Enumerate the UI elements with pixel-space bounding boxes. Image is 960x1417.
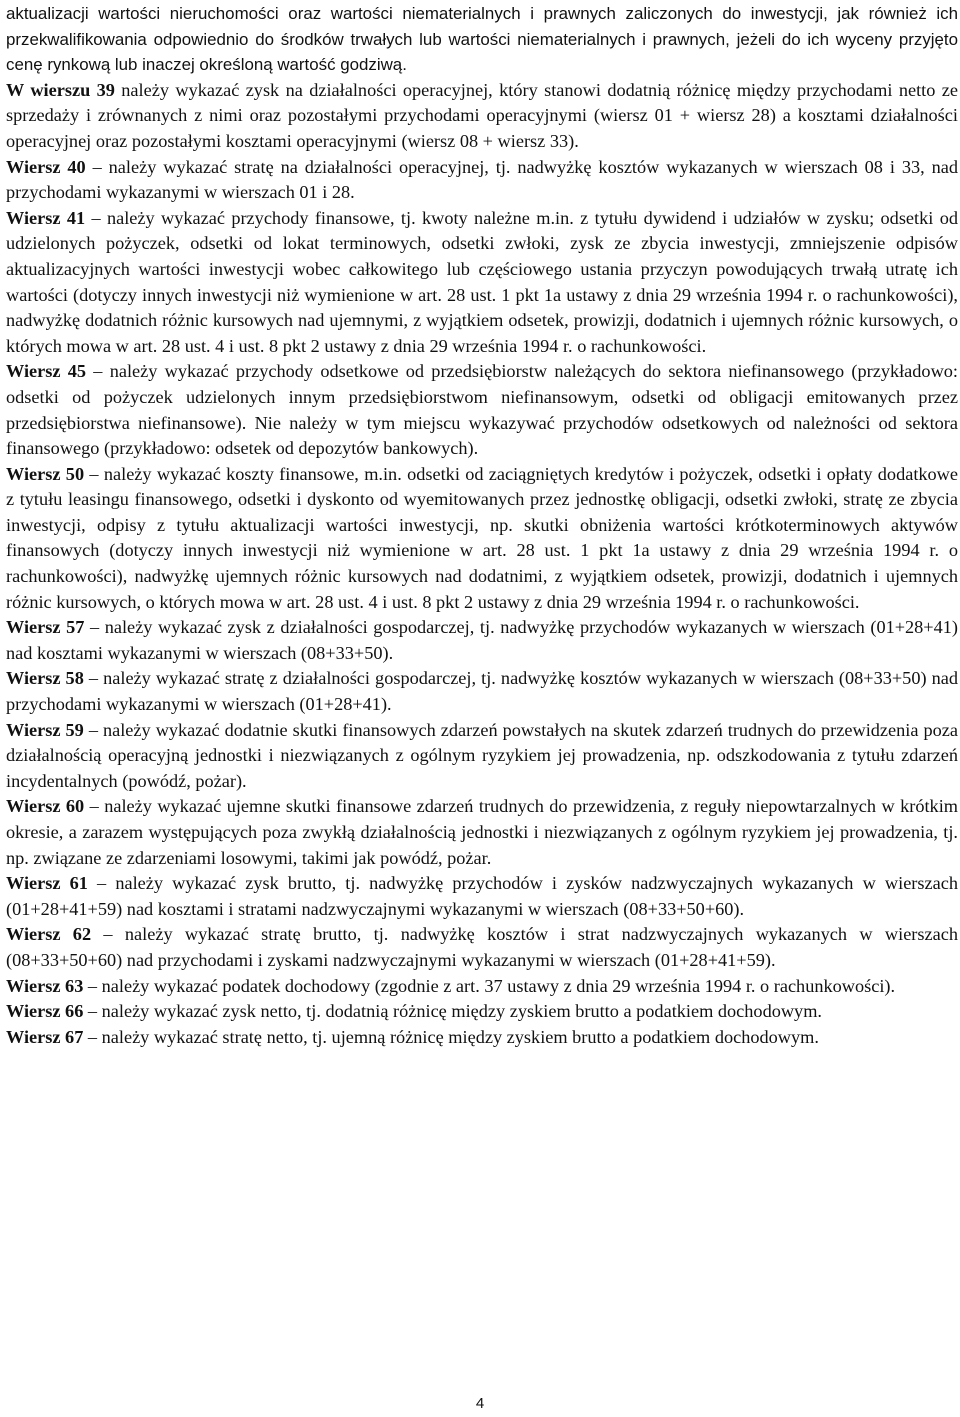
- document-page: [6, 0, 958, 1050]
- row-description: – należy wykazać dodatnie skutki finansowych zdarzeń powstałych na skutek zdarzeń trudnych do przewidzenia poza działalnością operacyjną jednostki i niezwiązanych z ogólnym ryzykiem jej prowadzenia, np. odszkodowania z tytułu zdarzeń incydentalnych (powódź, pożar).: [6, 719, 959, 791]
- paragraph-wiersz-62: [6, 922, 958, 973]
- row-description: – należy wykazać zysk brutto, tj. nadwyżkę przychodów i zysków nadzwyczajnych wykazanych w wierszach (01+28+41+59) nad kosztami i stratami nadzwyczajnymi wykazanymi w wierszach (08+33+50+60).: [6, 873, 958, 919]
- paragraph-wiersz-50: [6, 462, 958, 616]
- row-label: Wiersz 57: [6, 617, 85, 638]
- row-label: Wiersz 59: [6, 719, 84, 740]
- row-label: Wiersz 67: [6, 1026, 84, 1047]
- row-description: – należy wykazać zysk z działalności gospodarczej, tj. nadwyżkę przychodów wykazanych w wierszach (01+28+41) nad kosztami wykazanymi w wierszach (08+33+50).: [6, 617, 958, 663]
- paragraph-wiersz-63: [6, 974, 958, 1000]
- row-description: należy wykazać zysk na działalności operacyjnej, który stanowi dodatnią różnicę między przychodami netto ze sprzedaży i zrównanych z nimi oraz pozostałymi przychodami operacyjnymi (wiersz 01 + wiersz 28) a kosztami działalności operacyjnej oraz pozostałymi kosztami operacyjnymi (wiersz 08 + wiersz 33).: [6, 79, 958, 151]
- paragraph-wiersz-60: [6, 794, 958, 871]
- row-description: – należy wykazać stratę netto, tj. ujemną różnicę między zyskiem brutto a podatkiem dochodowym.: [83, 1026, 819, 1047]
- row-description: – należy wykazać stratę z działalności gospodarczej, tj. nadwyżkę kosztów wykazanych w wierszach (08+33+50) nad przychodami wykazanymi w wierszach (01+28+41).: [6, 668, 959, 715]
- continuation-paragraph: aktualizacji wartości nieruchomości oraz wartości niematerialnych i prawnych zaliczonych do inwestycji, jak również ich przekwalifikowania odpowiednio do środków trwałych lub wartości niematerialnych i prawnych, jeżeli do ich wyceny przyjęto cenę rynkową lub inaczej określoną wartość godziwą.: [6, 4, 958, 75]
- row-description: – należy wykazać podatek dochodowy (zgodnie z art. 37 ustawy z dnia 29 września 1994 r. o rachunkowości).: [83, 975, 896, 996]
- row-label: Wiersz 41: [6, 207, 86, 228]
- row-label: Wiersz 61: [6, 873, 88, 894]
- row-description: – należy wykazać ujemne skutki finansowe zdarzeń trudnych do przewidzenia, z reguły niepowtarzalnych w krótkim okresie, a zarazem występujących poza zwykłą działalnością jednostki i niezwiązanych z ogólnym ryzykiem jej prowadzenia, tj. np. związane ze zdarzeniami losowymi, takimi jak powódź, pożar.: [6, 796, 958, 868]
- row-description: – należy wykazać koszty finansowe, m.in. odsetki od zaciągniętych kredytów i pożyczek, odsetki i opłaty dodatkowe z tytułu leasingu finansowego, odsetki i dyskonto od wyemitowanych przez jednostkę obligacji, odsetki zwłoki, stratę ze zbycia inwestycji, odpisy z tytułu aktualizacji wartości inwestycji, np. skutki obniżenia wartości krótkoterminowych aktywów finansowych (dotyczy innych inwestycji niż wymienione w art. 28 ust. 1 pkt 1a ustawy z dnia 29 września 1994 r. o rachunkowości), nadwyżkę ujemnych różnic kursowych nad dodatnimi, z wyjątkiem odsetek, prowizji, dodatnich i ujemnych różnic kursowych, o których mowa w art. 28 ust. 4 i ust. 8 pkt 2 ustawy z dnia 29 września 1994 r. o rachunkowości.: [6, 463, 958, 612]
- paragraph-wiersz-41: [6, 206, 958, 360]
- row-description: – należy wykazać zysk netto, tj. dodatnią różnicę między zyskiem brutto a podatkiem dochodowym.: [83, 1001, 822, 1022]
- row-description: – należy wykazać przychody finansowe, tj. kwoty należne m.in. z tytułu dywidend i udziałów w zysku; odsetki od udzielonych pożyczek, odsetki od lokat terminowych, odsetki zwłoki, zysk ze zbycia inwestycji, zmniejszenie odpisów aktualizacyjnych wartości inwestycji wobec całkowitego lub częściowego ustania przyczyn powodujących trwałą utratę ich wartości (dotyczy innych inwestycji niż wymienione w art. 28 ust. 1 pkt 1a ustawy z dnia 29 września 1994 r. o rachunkowości), nadwyżkę dodatnich różnic kursowych nad ujemnymi, z wyjątkiem odsetek, prowizji, dodatnich i ujemnych różnic kursowych, o których mowa w art. 28 ust. 4 i ust. 8 pkt 2 ustawy z dnia 29 września 1994 r. o rachunkowości.: [6, 207, 958, 356]
- paragraph-wiersz-45: [6, 359, 958, 461]
- row-label: Wiersz 66: [6, 1001, 84, 1022]
- paragraph-wiersz-39: [6, 78, 958, 155]
- row-label: W wierszu 39: [6, 79, 115, 100]
- page-number: 4: [475, 1395, 485, 1412]
- paragraph-wiersz-61: [6, 871, 958, 922]
- row-label: Wiersz 40: [6, 156, 86, 177]
- paragraph-wiersz-40: [6, 155, 958, 206]
- row-label: Wiersz 45: [6, 361, 87, 382]
- row-label: Wiersz 63: [6, 975, 84, 996]
- row-label: Wiersz 62: [6, 924, 92, 945]
- paragraph-wiersz-57: [6, 615, 958, 666]
- paragraph-wiersz-59: [6, 718, 958, 795]
- row-label: Wiersz 60: [6, 796, 85, 817]
- paragraph-wiersz-58: [6, 666, 958, 717]
- row-label: Wiersz 58: [6, 668, 84, 689]
- row-description: – należy wykazać przychody odsetkowe od przedsiębiorstw należących do sektora niefinansowego (przykładowo: odsetki od pożyczek udzielonych innym przedsiębiorstwom niefinansowym, odsetki od obligacji emitowanych przez przedsiębiorstwa niefinansowe). Nie należy w tym miejscu wykazywać przychodów odsetkowych od należności od sektora finansowego (przykładowo: odsetek od depozytów bankowych).: [6, 361, 958, 459]
- paragraph-wiersz-66: [6, 999, 958, 1025]
- paragraph-wiersz-67: [6, 1025, 958, 1051]
- row-label: Wiersz 50: [6, 463, 85, 484]
- row-description: – należy wykazać stratę na działalności operacyjnej, tj. nadwyżkę kosztów wykazanych w wierszach 08 i 33, nad przychodami wykazanymi w wierszach 01 i 28.: [6, 156, 959, 203]
- row-description: – należy wykazać stratę brutto, tj. nadwyżkę kosztów i strat nadzwyczajnych wykazanych w wierszach (08+33+50+60) nad przychodami i zyskami nadzwyczajnymi wykazanymi w wierszach (01+28+41+59).: [6, 924, 958, 970]
